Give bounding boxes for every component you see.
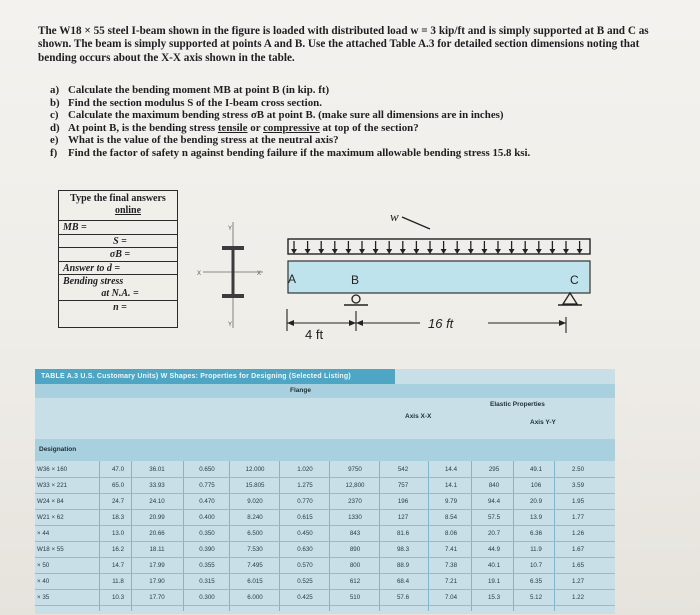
table-cell: 9.79 [444, 498, 458, 505]
table-cell: 0.470 [199, 498, 215, 505]
table-cell: × 50 [37, 562, 50, 569]
table-cell: × 35 [37, 594, 50, 601]
table-cell: 8.54 [444, 514, 458, 521]
table-cell: 0.315 [199, 578, 215, 585]
column-header-band [35, 439, 615, 461]
web [232, 250, 235, 294]
table-cell: W24 × 84 [37, 498, 64, 505]
question-list [50, 84, 670, 160]
table-cell: 0.525 [297, 578, 313, 585]
load-arrow-head [495, 249, 501, 254]
table-cell: 7.38 [444, 562, 458, 569]
load-pointer [402, 217, 430, 229]
table-cell: 88.9 [396, 562, 410, 569]
answer-table [58, 190, 178, 328]
table-cell: 127 [397, 514, 409, 521]
load-arrow-head [468, 249, 474, 254]
table-cell: 14.1 [444, 482, 458, 489]
table-cell: 542 [397, 466, 409, 473]
table-cell: 24.10 [149, 498, 165, 505]
table-cell: 57.5 [487, 514, 501, 521]
load-arrow-head [400, 249, 406, 254]
table-a3 [35, 369, 615, 614]
answer-row-bending[interactable]: Bending stress [63, 276, 124, 287]
table-cell: 0.300 [199, 594, 215, 601]
table-cell: 0.450 [297, 530, 313, 537]
table-cell: 3.59 [571, 482, 585, 489]
table-cell: 12.000 [245, 466, 265, 473]
table-cell: 33.93 [149, 482, 165, 489]
load-box [288, 239, 590, 254]
table-cell: W21 × 62 [37, 514, 64, 521]
table-cell: 757 [397, 482, 409, 489]
table-cell: 7.530 [247, 546, 263, 553]
table-cell: 11.8 [112, 578, 124, 585]
table-cell: 7.41 [444, 546, 458, 553]
table-cell: 14.4 [444, 466, 458, 473]
label-b: B [351, 273, 360, 287]
table-cell: 0.350 [199, 530, 215, 537]
row-divider [35, 477, 615, 478]
question-d: d) At point B, is the bending stress tensile or compressive at top of the section? [50, 121, 419, 134]
load-arrow-head [386, 249, 392, 254]
question-c: c) Calculate the maximum bending stress σB at point B. (make sure all dimensions are in inches) [50, 109, 504, 122]
dim-left-label: 4 ft [305, 327, 324, 342]
load-arrow-head [427, 249, 433, 254]
axis-y-top: Y [228, 226, 233, 232]
table-cell: 20.9 [529, 498, 543, 505]
row-divider [35, 605, 615, 606]
table-cell: 1.67 [571, 546, 585, 553]
load-arrow-head [413, 249, 419, 254]
table-cell: 1.275 [297, 482, 313, 489]
table-cell: 11.9 [530, 546, 542, 553]
axis-y-bottom: Y [228, 322, 233, 328]
table-cell: 40.1 [487, 562, 501, 569]
table-cell: 36.01 [149, 466, 165, 473]
table-cell: 20.66 [149, 530, 165, 537]
table-cell: 0.630 [297, 546, 313, 553]
axis-yy-header: Axis Y-Y [530, 419, 556, 426]
table-cell: 1.26 [571, 530, 585, 537]
table-cell: 17.90 [149, 578, 165, 585]
table-cell: 0.425 [297, 594, 313, 601]
table-cell: 47.0 [111, 466, 125, 473]
elastic-header: Elastic Properties [490, 401, 545, 408]
table-cell: 6.015 [247, 578, 263, 585]
answer-row-d[interactable]: Answer to d = [59, 262, 177, 276]
row-divider [35, 573, 615, 574]
load-arrow-head [318, 249, 324, 254]
table-cell: 49.1 [529, 466, 543, 473]
designation-header: Designation [39, 446, 77, 453]
table-cell: W18 × 55 [37, 546, 64, 553]
load-arrow-head [345, 249, 351, 254]
answer-row-mb[interactable]: MB = [59, 221, 177, 235]
table-cell: 10.3 [111, 594, 125, 601]
flange-header: Flange [290, 387, 311, 394]
table-cell: 2370 [348, 498, 362, 505]
table-cell: 18.11 [149, 546, 165, 553]
table-cell: 1.77 [571, 514, 585, 521]
table-cell: 1.22 [571, 594, 585, 601]
table-cell: 13.0 [111, 530, 125, 537]
table-cell: 20.7 [487, 530, 501, 537]
load-arrow-head [509, 249, 515, 254]
load-arrow-head [563, 249, 569, 254]
table-cell: 5.12 [529, 594, 543, 601]
axis-x-right: X [257, 271, 262, 277]
load-arrow-head [305, 249, 311, 254]
table-cell: 20.99 [149, 514, 165, 521]
question-a: a) Calculate the bending moment MB at point B (in kip. ft) [50, 84, 330, 96]
dim-right-label: 16 ft [428, 316, 454, 331]
answer-row-s[interactable]: S = [59, 235, 177, 249]
table-cell: × 40 [37, 578, 50, 585]
table-cell: 196 [397, 498, 409, 505]
table-cell: 9.020 [247, 498, 263, 505]
i-beam-cross-section [195, 220, 270, 330]
table-cell: 9750 [348, 466, 362, 473]
table-cell: 612 [349, 578, 361, 585]
table-cell: 1.95 [571, 498, 585, 505]
beam-body [288, 261, 590, 293]
table-cell: 10.7 [529, 562, 543, 569]
load-arrow-head [359, 249, 365, 254]
answer-row-na[interactable]: at N.A. = [59, 287, 177, 301]
table-cell: 8.240 [247, 514, 263, 521]
table-cell: 6.35 [529, 578, 543, 585]
row-divider [35, 589, 615, 590]
table-cell: 0.770 [297, 498, 313, 505]
table-cell: 0.615 [297, 514, 313, 521]
answer-table-header: Type the final answers online [59, 191, 177, 221]
table-cell: 81.6 [396, 530, 410, 537]
table-cell: 8.06 [444, 530, 458, 537]
table-cell: 295 [488, 466, 500, 473]
table-cell: 16.2 [111, 546, 125, 553]
answer-row-sigma[interactable]: σB = [59, 248, 177, 262]
load-arrow-head [536, 249, 542, 254]
table-cell: 1.27 [571, 578, 585, 585]
answer-row-n[interactable]: n = [113, 301, 127, 313]
table-cell: 7.495 [247, 562, 263, 569]
table-cell: 6.36 [529, 530, 543, 537]
table-cell: 15.3 [487, 594, 501, 601]
table-cell: 0.390 [199, 546, 215, 553]
top-flange [222, 246, 244, 250]
question-f: f) Find the factor of safety n against bending failure if the maximum allowable bending stress 15.8 ksi. [50, 146, 531, 159]
load-arrow-head [454, 249, 460, 254]
load-arrow-head [441, 249, 447, 254]
table-title: TABLE A.3 U.S. Customary Units) W Shapes: Properties for Designing (Selected Listing) [35, 369, 395, 384]
support-b-pin [352, 295, 360, 303]
table-cell: × 44 [37, 530, 50, 537]
table-cell: 15.805 [245, 482, 265, 489]
table-cell: 1.020 [297, 466, 313, 473]
table-cell: 1330 [348, 514, 362, 521]
table-cell: 0.400 [199, 514, 215, 521]
distributed-load-arrows [291, 241, 583, 254]
table-cell: 6.500 [247, 530, 263, 537]
problem-statement: The W18 × 55 steel I-beam shown in the figure is loaded with distributed load w = 3 kip/ft and is simply supported at B and C as shown. The beam is simply supported at points A and B. Use the attached Table A.3 for detailed section dimensions noting that bending occurs about the X-X axis shown in the table. [38, 25, 649, 64]
table-cell: 6.000 [247, 594, 263, 601]
table-cell: 14.7 [111, 562, 125, 569]
row-divider [35, 493, 615, 494]
table-cell: 510 [349, 594, 361, 601]
row-divider [35, 541, 615, 542]
bottom-flange [222, 294, 244, 298]
table-cell: 94.4 [487, 498, 501, 505]
table-cell: 0.355 [199, 562, 215, 569]
beam-diagram [270, 205, 600, 355]
row-divider [35, 557, 615, 558]
label-a: A [288, 272, 297, 286]
table-cell: 843 [349, 530, 361, 537]
table-cell: 18.3 [111, 514, 125, 521]
table-cell: 13.9 [529, 514, 543, 521]
load-arrow-head [373, 249, 379, 254]
table-cell: 7.04 [444, 594, 458, 601]
axis-x-left: X [197, 271, 202, 277]
table-cell: 840 [488, 482, 500, 489]
table-cell: 68.4 [396, 578, 410, 585]
load-arrow-head [291, 249, 297, 254]
table-cell: 2.50 [571, 466, 585, 473]
load-arrow-head [522, 249, 528, 254]
load-label: w [390, 209, 399, 224]
table-cell: 65.0 [111, 482, 125, 489]
question-e: e) What is the value of the bending stress at the neutral axis? [50, 134, 339, 147]
table-cell: 12,800 [345, 482, 365, 489]
table-cell: 24.7 [111, 498, 125, 505]
question-b: b) Find the section modulus S of the I-beam cross section. [50, 96, 322, 109]
row-divider [35, 509, 615, 510]
table-cell: 0.650 [199, 466, 215, 473]
flange-band [35, 384, 615, 398]
load-arrow-head [332, 249, 338, 254]
table-cell: 0.775 [199, 482, 215, 489]
table-cell: 44.9 [487, 546, 501, 553]
table-cell: W36 × 160 [37, 466, 68, 473]
table-cell: 98.3 [396, 546, 410, 553]
table-cell: 57.6 [396, 594, 410, 601]
load-arrow-head [481, 249, 487, 254]
table-cell: 17.99 [149, 562, 165, 569]
load-arrow-head [577, 249, 583, 254]
axis-xx-header: Axis X-X [405, 413, 432, 420]
table-cell: 890 [349, 546, 361, 553]
table-cell: 17.70 [149, 594, 165, 601]
row-divider [35, 525, 615, 526]
table-cell: 800 [349, 562, 361, 569]
table-cell: 1.65 [571, 562, 585, 569]
table-cell: 7.21 [444, 578, 458, 585]
table-cell: W33 × 221 [37, 482, 68, 489]
support-c-triangle [563, 293, 577, 304]
label-c: C [570, 273, 579, 287]
load-arrow-head [549, 249, 555, 254]
table-cell: 106 [530, 482, 542, 489]
table-cell: 0.570 [297, 562, 313, 569]
table-cell: 19.1 [487, 578, 501, 585]
